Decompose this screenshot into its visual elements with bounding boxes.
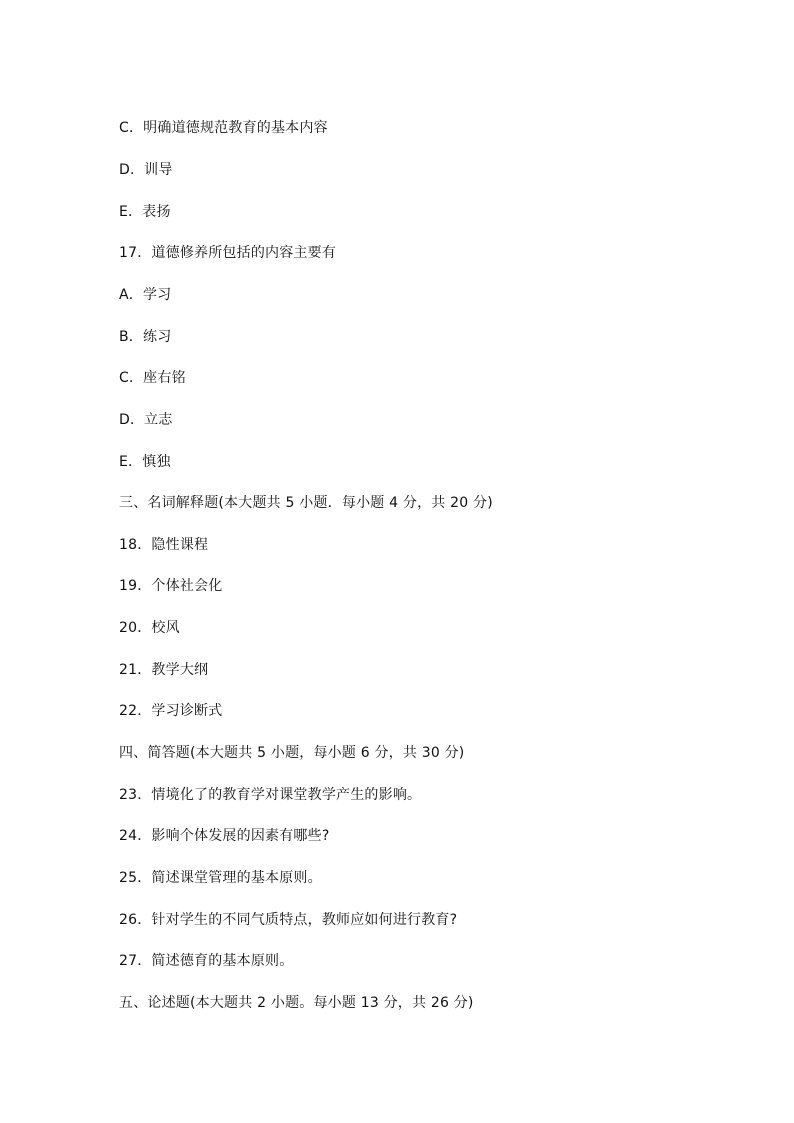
- option-line: B．练习: [119, 329, 172, 345]
- question-line: 21．教学大纲: [119, 662, 209, 678]
- question-line: 20．校风: [119, 620, 180, 636]
- option-line: C．座右铭: [119, 370, 186, 386]
- question-line: 25．简述课堂管理的基本原则。: [119, 870, 322, 886]
- option-line: D．立志: [119, 412, 173, 428]
- question-line: 24．影响个体发展的因素有哪些?: [119, 828, 330, 844]
- option-line: E．表扬: [119, 204, 171, 220]
- section-heading: 三、名词解释题(本大题共 5 小题．每小题 4 分，共 20 分): [119, 495, 493, 511]
- question-line: 23．情境化了的教育学对课堂教学产生的影响。: [119, 787, 422, 803]
- question-line: 26．针对学生的不同气质特点，教师应如何进行教育?: [119, 912, 458, 928]
- question-line: 27．简述德育的基本原则。: [119, 953, 294, 969]
- question-line: 19．个体社会化: [119, 578, 223, 594]
- option-line: A．学习: [119, 287, 172, 303]
- section-heading: 四、简答题(本大题共 5 小题，每小题 6 分，共 30 分): [119, 745, 465, 761]
- question-line: 17．道德修养所包括的内容主要有: [119, 245, 337, 261]
- section-heading: 五、论述题(本大题共 2 小题。每小题 13 分，共 26 分): [119, 995, 474, 1011]
- question-line: 18．隐性课程: [119, 537, 209, 553]
- question-line: 22．学习诊断式: [119, 703, 223, 719]
- option-line: D．训导: [119, 162, 173, 178]
- option-line: C．明确道德规范教育的基本内容: [119, 120, 328, 136]
- option-line: E．慎独: [119, 454, 171, 470]
